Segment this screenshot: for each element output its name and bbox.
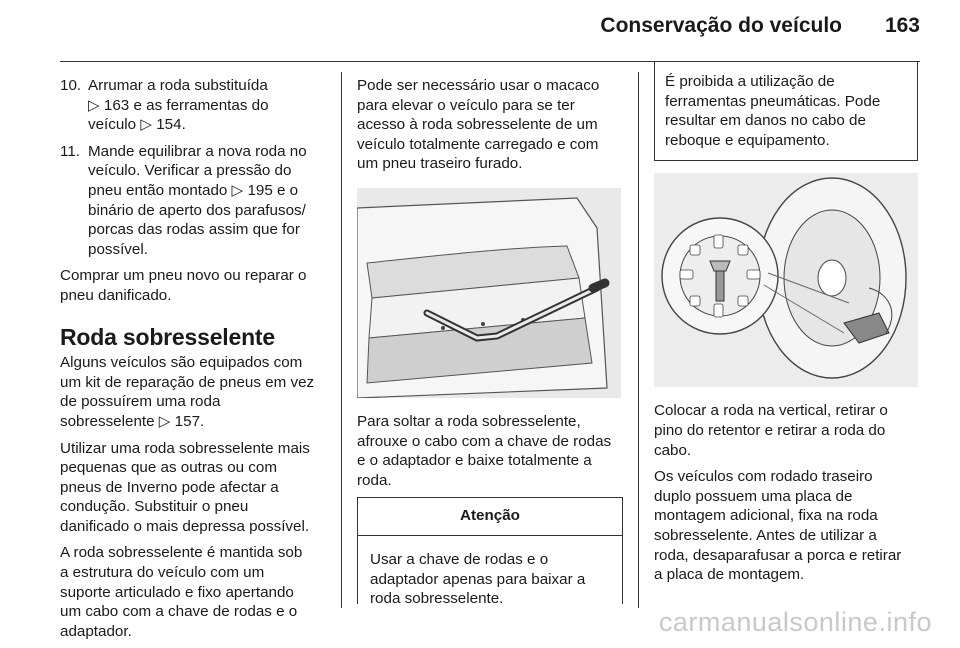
text-line: veículo. Verificar a pressão do: [88, 162, 292, 180]
text-line: Para soltar a roda sobresselente,: [357, 412, 581, 430]
section-heading: Roda sobresselente: [60, 323, 275, 350]
paragraph: [357, 76, 625, 174]
text-line: porcas das rodas assim que for: [88, 221, 300, 239]
list-item: [60, 76, 330, 135]
text-line: e o adaptador e baixe totalmente a: [357, 452, 592, 470]
text-line: Alguns veículos são equipados com: [60, 354, 303, 372]
column-middle: [357, 76, 625, 608]
text-line: sobresselente ▷ 157.: [60, 412, 205, 430]
text-line: roda sobresselente.: [370, 590, 504, 608]
text-line: roda.: [357, 471, 392, 489]
text-line: a estrutura do veículo com um: [60, 564, 265, 582]
text-line: um pneu traseiro furado.: [357, 155, 523, 173]
text-line: Colocar a roda na vertical, retirar o: [654, 402, 888, 420]
text-line: pneu danificado.: [60, 286, 172, 304]
text-line: Pode ser necessário usar o macaco: [357, 77, 600, 94]
paragraph: [60, 543, 330, 641]
text-line: de possuírem uma roda: [60, 393, 221, 411]
text-line: condução. Substituir o pneu: [60, 498, 249, 516]
text-line: pequenas que as outras ou com: [60, 459, 277, 477]
warning-title: Atenção: [358, 498, 622, 536]
text-line: Usar a chave de rodas e o: [370, 550, 549, 568]
text-line: pneu então montado ▷ 195 e o: [88, 181, 299, 199]
text-line: É proibida a utilização de: [665, 73, 835, 90]
list-number: 10.: [60, 77, 82, 94]
text-line: danificado o mais depressa possível.: [60, 517, 310, 535]
text-line: A roda sobresselente é mantida sob: [60, 544, 303, 562]
paragraph: [357, 412, 625, 490]
text-line: roda, desaparafusar a porca e retirar: [654, 546, 902, 564]
list-number: 11.: [60, 142, 80, 160]
text-line: Utilizar uma roda sobresselente mais: [60, 439, 310, 457]
text-line: acesso à roda sobresselente de um: [357, 116, 598, 134]
text-line: Comprar um pneu novo ou reparar o: [60, 267, 307, 285]
text-line: veículo ▷ 154.: [88, 116, 186, 134]
text-line: Arrumar a roda substituída: [88, 77, 268, 94]
text-line: suporte articulado e fixo apertando: [60, 583, 294, 601]
page-number: 163: [884, 14, 920, 37]
text-line: resultar em danos no cabo de: [665, 112, 866, 130]
text-line: adaptador.: [60, 622, 132, 640]
page-header-title: Conservação do veículo: [600, 14, 842, 37]
warning-box: [357, 497, 623, 608]
column-right: [654, 73, 920, 592]
watermark: carmanualsonline.info: [658, 607, 932, 637]
notice-box: [654, 62, 918, 161]
text-line: a placa de montagem.: [654, 566, 805, 584]
text-line: veículo totalmente carregado e com: [357, 135, 599, 153]
text-line: reboque e equipamento.: [665, 131, 830, 149]
paragraph: [654, 401, 920, 460]
text-line: sobresselente. Antes de utilizar a: [654, 526, 877, 544]
text-line: para elevar o veículo para se ter: [357, 96, 575, 114]
warning-body: [358, 536, 622, 609]
paragraph: [654, 467, 920, 585]
paragraph: [60, 439, 330, 537]
text-line: afrouxe o cabo com a chave de rodas: [357, 432, 612, 450]
text-line: ▷ 163 e as ferramentas do: [88, 96, 269, 114]
text-line: pneus de Inverno pode afectar a: [60, 478, 279, 496]
text-line: pino do retentor e retirar a roda do: [654, 421, 886, 439]
text-line: Mande equilibrar a nova roda no: [88, 142, 307, 160]
text-line: um kit de reparação de pneus em vez: [60, 373, 315, 391]
text-line: binário de aperto dos parafusos/: [88, 201, 306, 219]
text-line: Os veículos com rodado traseiro: [654, 468, 873, 486]
paragraph: [60, 266, 330, 305]
text-line: montagem adicional, fixa na roda: [654, 507, 878, 525]
text-line: duplo possuem uma placa de: [654, 487, 853, 505]
column-left: [60, 76, 330, 648]
column-divider: [341, 72, 342, 608]
spare-wheel-mounting-illustration: [654, 173, 918, 387]
text-line: adaptador apenas para baixar a: [370, 570, 586, 588]
text-line: ferramentas pneumáticas. Pode: [665, 92, 881, 110]
text-line: um cabo com a chave de rodas e o: [60, 603, 298, 621]
column-divider: [638, 72, 639, 608]
list-item: [60, 142, 330, 260]
text-line: cabo.: [654, 441, 692, 459]
paragraph: [60, 353, 330, 431]
spare-wheel-wrench-illustration: [357, 188, 621, 398]
text-line: possível.: [88, 240, 148, 258]
